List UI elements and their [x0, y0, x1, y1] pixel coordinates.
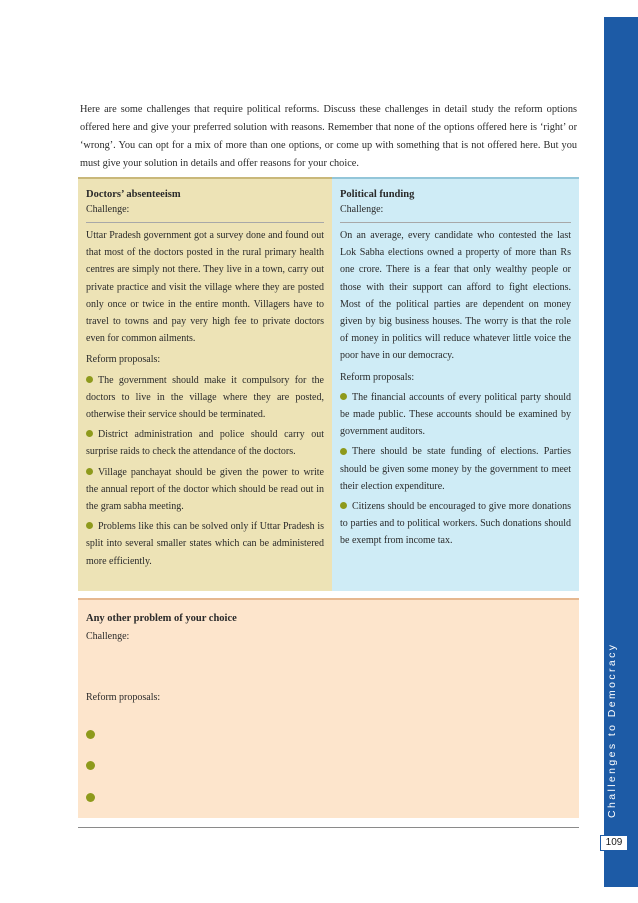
challenge-text: On an average, every candidate who contested the last Lok Sabha elections owned a property of more than Rs one crore. There is a fear that only wealthy people or those with their support can afford to fight elections. Most of the political parties are dependent on money given by big business houses. The worry is that the role of money in politics will reduce whatever little voice the poor have in our democracy. [340, 230, 571, 362]
bullet-icon [86, 430, 93, 437]
proposal-item: District administration and police should carry out surprise raids to check the attendance of the doctors. [86, 429, 324, 458]
challenge-label: Challenge: [340, 202, 571, 223]
proposal-item: Problems like this can be solved only if Uttar Pradesh is split into several smaller states which can be administered more efficiently. [86, 521, 324, 567]
bullet-icon [86, 376, 93, 383]
proposal-item: The financial accounts of every political party should be made public. These accounts should be examined by government auditors. [340, 391, 571, 438]
proposal-item: Village panchayat should be given the power to write the annual report of the doctor which should be read out in the gram sabha meeting. [86, 466, 324, 513]
bullet-icon [86, 522, 93, 529]
challenge-label: Challenge: [86, 631, 130, 642]
bullet-icon [86, 468, 93, 475]
other-problem-box [78, 598, 579, 818]
proposals-label: Reform proposals: [340, 371, 415, 383]
political-funding-box [332, 177, 579, 591]
box-title: Political funding [340, 189, 415, 200]
bullet-icon [86, 793, 95, 802]
challenge-label: Challenge: [86, 202, 324, 223]
proposals-label: Reform proposals: [86, 692, 161, 703]
proposal-item: There should be state funding of elections. Parties should be given some money by the government to meet their election expenditure. [340, 446, 571, 492]
bullet-icon [340, 393, 347, 400]
proposals-label: Reform proposals: [86, 354, 161, 366]
doctors-absenteeism-box [78, 177, 332, 591]
proposal-item: Citizens should be encouraged to give more donations to parties and to political workers. Such donations should be exempt from income tax. [340, 501, 571, 547]
bullet-icon [340, 448, 347, 455]
proposal-item: The government should make it compulsory for the doctors to live in the village where they are posted, otherwise their service should be terminated. [86, 374, 324, 421]
box-title: Doctors’ absenteeism [86, 189, 181, 200]
divider [78, 827, 579, 828]
box-title: Any other problem of your choice [86, 613, 237, 624]
bullet-icon [86, 761, 95, 770]
page-number: 109 [600, 835, 628, 851]
challenge-text: Uttar Pradesh government got a survey done and found out that most of the doctors posted in the rural primary health centres are simply not there. They live in a town, carry out private practice and visit the village where they are posted only once or twice in the entire month. Villagers have to travel to towns and pay very high fee to private doctors even for common ailments. [86, 230, 324, 345]
chapter-title: Challenges to Democracy [606, 642, 618, 818]
bullet-icon [340, 502, 347, 509]
bullet-icon [86, 730, 95, 739]
intro-paragraph: Here are some challenges that require political reforms. Discuss these challenges in detail study the reform options offered here and give your preferred solution with reasons. Remember that none of the options offered here is ‘right’ or ‘wrong’. You can opt for a mix of more than one options, or come up with something that is not offered here. But you must give your solution in details and offer reasons for your choice. [80, 104, 577, 169]
